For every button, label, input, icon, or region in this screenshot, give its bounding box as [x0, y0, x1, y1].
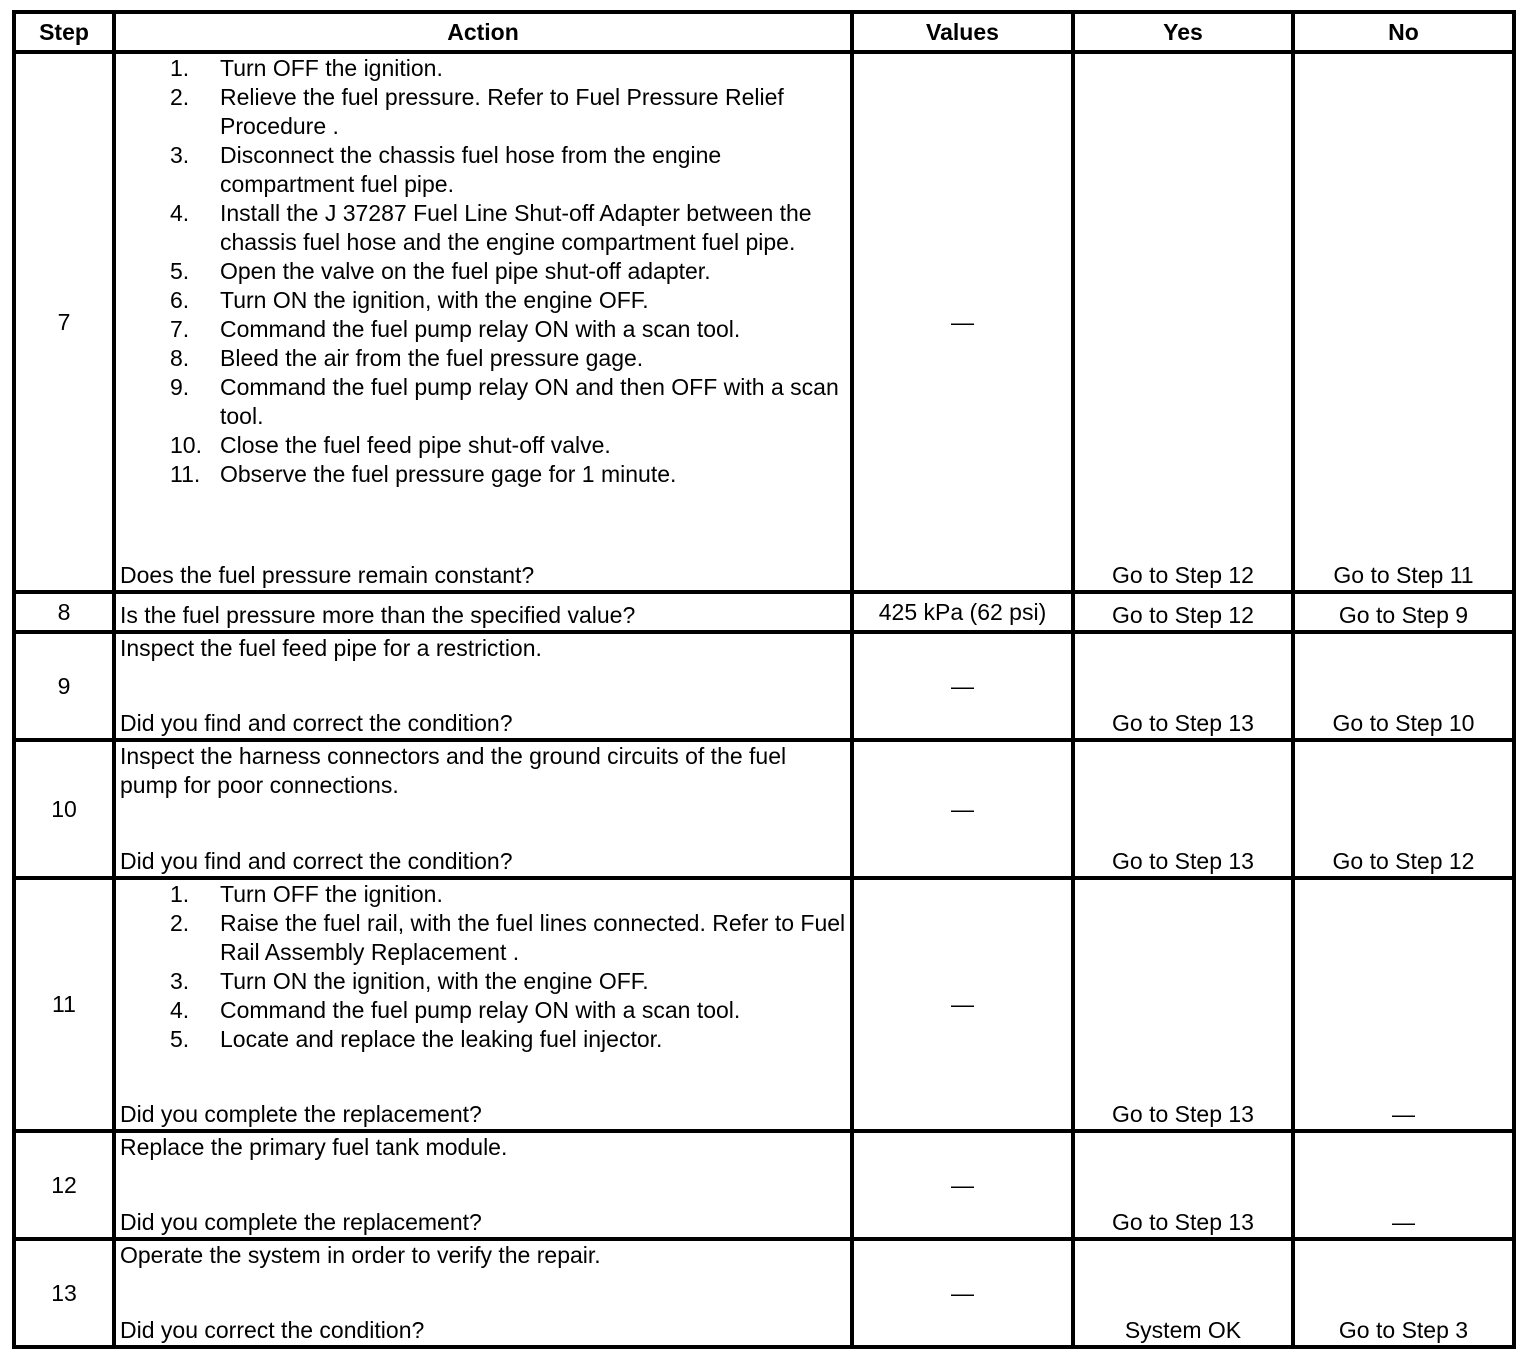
procedure-step: [170, 344, 846, 373]
table-row: [14, 1239, 1514, 1347]
values-cell: —: [852, 878, 1073, 1131]
no-cell: —: [1293, 1131, 1514, 1239]
header-no: No: [1293, 12, 1514, 52]
action-instruction: Replace the primary fuel tank module.: [120, 1134, 508, 1160]
yes-cell: Go to Step 12: [1073, 592, 1293, 632]
procedure-list: [120, 880, 846, 1054]
procedure-step-text: Turn ON the ignition, with the engine OFF.: [220, 968, 649, 994]
procedure-step-text: Disconnect the chassis fuel hose from the engine compartment fuel pipe.: [220, 142, 722, 197]
action-question: Did you complete the replacement?: [120, 1209, 482, 1235]
yes-cell: System OK: [1073, 1239, 1293, 1347]
action-content: [120, 54, 846, 590]
step-number: 10: [14, 740, 114, 878]
spacer: [120, 489, 846, 561]
no-cell: Go to Step 9: [1293, 592, 1514, 632]
procedure-step-text: Raise the fuel rail, with the fuel lines connected. Refer to Fuel Rail Assembly Replacement .: [220, 910, 846, 965]
action-content: [120, 1241, 846, 1345]
procedure-step-number: 11.: [170, 461, 201, 487]
procedure-list: [120, 54, 846, 489]
procedure-step-text: Observe the fuel pressure gage for 1 minute.: [220, 461, 677, 487]
procedure-step: [170, 373, 846, 431]
step-number: 9: [14, 632, 114, 740]
procedure-step-number: 6.: [170, 287, 190, 313]
procedure-step-text: Turn ON the ignition, with the engine OFF.: [220, 287, 649, 313]
procedure-step: [170, 54, 846, 83]
procedure-step-number: 2.: [170, 84, 190, 110]
action-question: Did you find and correct the condition?: [120, 848, 513, 874]
procedure-step-number: 5.: [170, 1026, 190, 1052]
action-cell: [114, 740, 852, 878]
procedure-step: [170, 996, 846, 1025]
procedure-step: [170, 431, 846, 460]
spacer: [120, 1270, 846, 1316]
procedure-step: [170, 315, 846, 344]
step-number: 12: [14, 1131, 114, 1239]
action-question: Did you complete the replacement?: [120, 1101, 482, 1127]
yes-cell: Go to Step 13: [1073, 740, 1293, 878]
values-cell: —: [852, 1131, 1073, 1239]
action-cell: [114, 592, 852, 632]
procedure-step-text: Close the fuel feed pipe shut-off valve.: [220, 432, 611, 458]
step-number: 13: [14, 1239, 114, 1347]
action-cell: [114, 52, 852, 592]
action-instruction: Inspect the fuel feed pipe for a restriction.: [120, 635, 542, 661]
procedure-step-number: 2.: [170, 910, 190, 936]
procedure-step: [170, 257, 846, 286]
procedure-step-text: Locate and replace the leaking fuel injector.: [220, 1026, 663, 1052]
yes-cell: Go to Step 13: [1073, 632, 1293, 740]
spacer: [120, 594, 846, 601]
header-yes: Yes: [1073, 12, 1293, 52]
procedure-step-number: 10.: [170, 432, 202, 458]
no-cell: Go to Step 3: [1293, 1239, 1514, 1347]
yes-cell: Go to Step 13: [1073, 878, 1293, 1131]
procedure-step-number: 9.: [170, 374, 190, 400]
procedure-step-number: 8.: [170, 345, 190, 371]
table-row: [14, 878, 1514, 1131]
action-question: Did you find and correct the condition?: [120, 710, 513, 736]
action-content: [120, 1133, 846, 1237]
spacer: [120, 1054, 846, 1100]
procedure-step-text: Relieve the fuel pressure. Refer to Fuel Pressure Relief Procedure .: [220, 84, 784, 139]
action-cell: [114, 1239, 852, 1347]
action-instruction: Inspect the harness connectors and the ground circuits of the fuel pump for poor connections.: [120, 743, 787, 798]
spacer: [120, 1162, 846, 1208]
procedure-step: [170, 880, 846, 909]
action-cell: [114, 878, 852, 1131]
action-content: [120, 880, 846, 1129]
procedure-step: [170, 1025, 846, 1054]
procedure-step: [170, 286, 846, 315]
action-instruction: Operate the system in order to verify the repair.: [120, 1242, 601, 1268]
action-cell: [114, 632, 852, 740]
procedure-step-number: 7.: [170, 316, 190, 342]
yes-cell: Go to Step 13: [1073, 1131, 1293, 1239]
no-cell: —: [1293, 878, 1514, 1131]
values-cell: —: [852, 52, 1073, 592]
procedure-step-text: Open the valve on the fuel pipe shut-off adapter.: [220, 258, 711, 284]
values-cell: —: [852, 632, 1073, 740]
procedure-step-text: Turn OFF the ignition.: [220, 881, 443, 907]
table-row: [14, 740, 1514, 878]
procedure-step: [170, 460, 846, 489]
header-row: [14, 12, 1514, 52]
values-cell: —: [852, 740, 1073, 878]
table-row: [14, 632, 1514, 740]
action-content: [120, 594, 846, 630]
procedure-step-number: 4.: [170, 200, 190, 226]
action-question: Is the fuel pressure more than the specified value?: [120, 602, 636, 628]
procedure-step-text: Command the fuel pump relay ON with a scan tool.: [220, 316, 741, 342]
procedure-step-number: 3.: [170, 968, 190, 994]
table-row: [14, 1131, 1514, 1239]
procedure-step: [170, 909, 846, 967]
header-values: Values: [852, 12, 1073, 52]
step-number: 7: [14, 52, 114, 592]
procedure-step: [170, 83, 846, 141]
header-step: Step: [14, 12, 114, 52]
procedure-step-number: 1.: [170, 55, 190, 81]
values-cell: 425 kPa (62 psi): [852, 592, 1073, 632]
procedure-step-text: Install the J 37287 Fuel Line Shut-off Adapter between the chassis fuel hose and the engine compartment fuel pipe.: [220, 200, 812, 255]
header-action: Action: [114, 12, 852, 52]
action-content: [120, 634, 846, 738]
procedure-step: [170, 967, 846, 996]
procedure-step: [170, 141, 846, 199]
no-cell: Go to Step 12: [1293, 740, 1514, 878]
procedure-step-number: 5.: [170, 258, 190, 284]
values-cell: —: [852, 1239, 1073, 1347]
no-cell: Go to Step 11: [1293, 52, 1514, 592]
yes-cell: Go to Step 12: [1073, 52, 1293, 592]
spacer: [120, 663, 846, 709]
procedure-step-text: Turn OFF the ignition.: [220, 55, 443, 81]
procedure-step: [170, 199, 846, 257]
procedure-step-number: 3.: [170, 142, 190, 168]
procedure-step-text: Bleed the air from the fuel pressure gage.: [220, 345, 644, 371]
procedure-step-text: Command the fuel pump relay ON with a scan tool.: [220, 997, 741, 1023]
table-row: [14, 52, 1514, 592]
spacer: [120, 800, 846, 847]
action-question: Does the fuel pressure remain constant?: [120, 562, 535, 588]
table-row: [14, 592, 1514, 632]
step-number: 8: [14, 592, 114, 632]
procedure-step-number: 4.: [170, 997, 190, 1023]
action-cell: [114, 1131, 852, 1239]
step-number: 11: [14, 878, 114, 1131]
action-content: [120, 742, 846, 876]
action-question: Did you correct the condition?: [120, 1317, 425, 1343]
procedure-step-text: Command the fuel pump relay ON and then OFF with a scan tool.: [220, 374, 839, 429]
no-cell: Go to Step 10: [1293, 632, 1514, 740]
diagnostic-table: [12, 10, 1516, 1349]
procedure-step-number: 1.: [170, 881, 190, 907]
